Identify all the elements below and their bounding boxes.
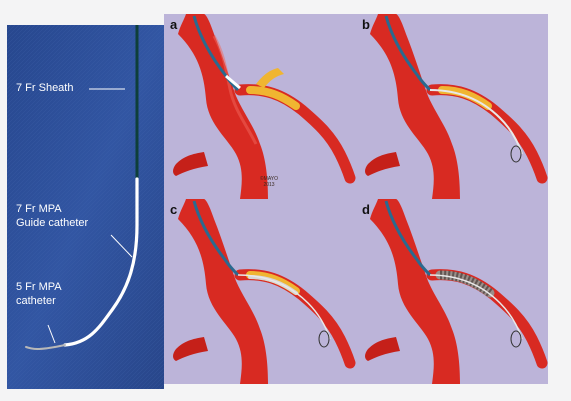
mpa-catheter-label-line1: 5 Fr MPA: [16, 281, 62, 293]
copyright-mark: [254, 176, 284, 188]
copyright-line2: 2013: [263, 182, 275, 188]
sheath-label: 7 Fr Sheath: [16, 82, 74, 94]
illustration-grid: [164, 14, 548, 384]
embolic-filter: [511, 331, 521, 347]
panel-c: [164, 199, 356, 384]
aorta: [178, 199, 268, 384]
guide-catheter-label-line2: Guide catheter: [16, 217, 89, 229]
embolic-filter: [319, 331, 329, 347]
aorta: [370, 14, 460, 199]
guide-catheter-label-line1: 7 Fr MPA: [16, 203, 62, 215]
side-branch-artery: [173, 337, 208, 361]
embolic-filter: [511, 146, 521, 162]
aorta: [370, 199, 460, 384]
side-branch-artery: [365, 152, 400, 176]
mpa-catheter-label-line2: catheter: [16, 295, 56, 307]
panel-letter-d: d: [362, 202, 370, 217]
panel-a: [164, 14, 356, 199]
side-branch-artery: [173, 152, 208, 176]
panel-letter-a: a: [170, 17, 178, 32]
side-branch-artery: [365, 337, 400, 361]
panel-d: [356, 199, 548, 384]
panel-letter-c: c: [170, 202, 178, 217]
catheter-photo-panel: [7, 25, 164, 389]
panel-letter-b: b: [362, 17, 370, 32]
copyright-line1: ©MAYO: [259, 176, 279, 182]
aorta: [178, 14, 268, 199]
plaque-lesion: [250, 90, 296, 106]
panel-b: [356, 14, 548, 199]
